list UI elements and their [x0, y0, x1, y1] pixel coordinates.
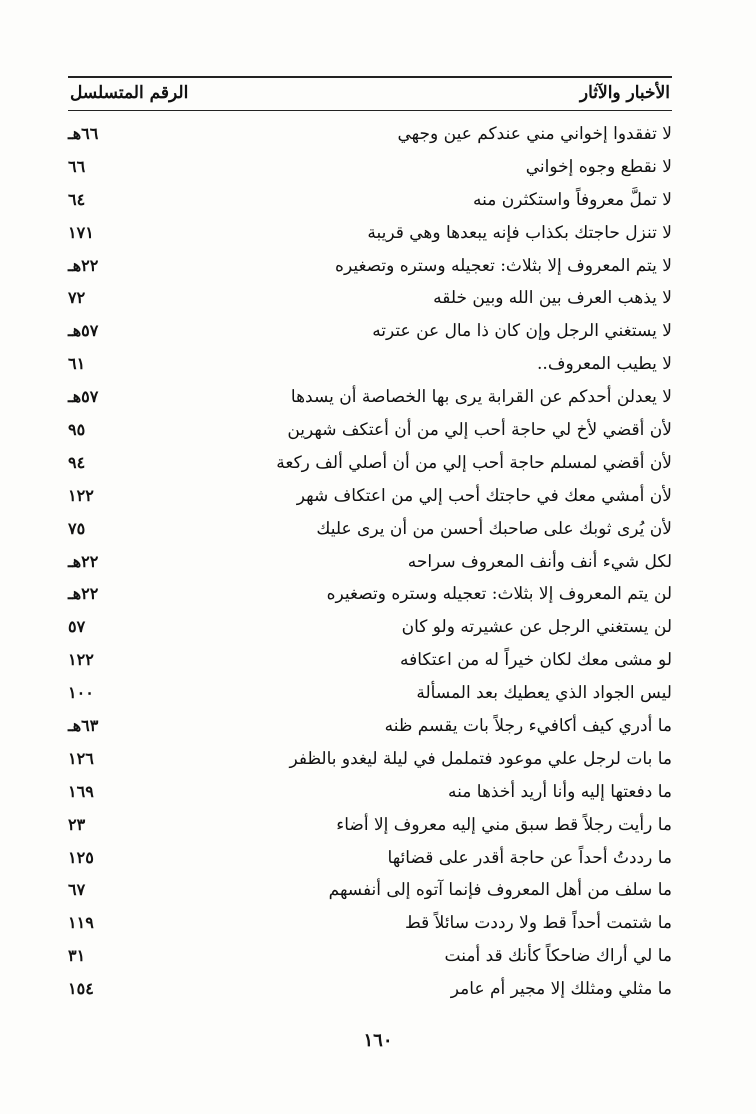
list-item [68, 678, 672, 711]
entry-text: ما بات لرجل علي موعود فتململ في ليلة ليغدو بالظفر [289, 748, 672, 769]
list-item [68, 645, 672, 678]
entry-text: لن يتم المعروف إلا بثلاث: تعجيله وستره وتصغيره [326, 584, 672, 605]
list-item [68, 481, 672, 514]
entry-number: ٦٤ [68, 189, 86, 209]
column-title-number: الرقم المتسلسل [70, 83, 189, 103]
list-item [68, 579, 672, 612]
list-item [68, 612, 672, 645]
list-item [68, 711, 672, 744]
entry-text: ما شتمت أحداً قط ولا رددت سائلاً قط [405, 913, 672, 934]
list-item [68, 875, 672, 908]
entry-number: ٢٢هـ [68, 255, 99, 275]
entry-number: ١٢٦ [68, 748, 94, 768]
list-item [68, 349, 672, 382]
entry-number: ١٧١ [68, 222, 94, 242]
list-item [68, 185, 672, 218]
list-item [68, 744, 672, 777]
entry-number: ٦٦هـ [68, 124, 99, 143]
list-item [68, 448, 672, 481]
entry-text: ما أدري كيف أكافيء رجلاً بات يقسم ظنه [384, 716, 672, 737]
list-item [68, 843, 672, 876]
table-header [68, 76, 672, 111]
entry-text: ما دفعتها إليه وأنا أريد أخذها منه [448, 781, 672, 802]
entry-number: ٧٥ [68, 518, 86, 538]
entry-text: لو مشى معك لكان خيراً له من اعتكافه [400, 650, 672, 671]
entry-number: ١١٩ [68, 913, 94, 933]
list-item [68, 547, 672, 580]
list-item [68, 941, 672, 974]
entry-text: لا يتم المعروف إلا بثلاث: تعجيله وستره وتصغيره [335, 255, 672, 276]
entry-number: ٥٧هـ [68, 387, 99, 407]
entry-text: لا تملَّ معروفاً واستكثرن منه [473, 189, 672, 210]
entry-text: لا يذهب العرف بين الله وبين خلقه [433, 288, 672, 309]
entry-number: ٢٣ [68, 814, 86, 834]
list-item [68, 514, 672, 547]
entry-number: ٣١ [68, 946, 86, 966]
list-item [68, 974, 672, 1007]
list-item [68, 415, 672, 448]
entry-number: ٩٤ [68, 452, 86, 472]
column-title-entries: الأخبار والآثار [579, 83, 670, 103]
list-item [68, 316, 672, 349]
entry-number: ١٢٢ [68, 650, 94, 670]
entry-number: ٦٧ [68, 880, 86, 900]
entries-list [68, 119, 672, 1007]
entry-text: لا تفقدوا إخواني مني عندكم عين وجهي [397, 124, 672, 144]
entry-number: ١٠٠ [68, 683, 94, 703]
entry-text: ما لي أراك ضاحكاً كأنك قد أمنت [444, 946, 672, 967]
entry-number: ٥٧هـ [68, 321, 99, 341]
list-item [68, 382, 672, 415]
list-item [68, 283, 672, 316]
entry-number: ١٢٢ [68, 485, 94, 505]
page-number: ١٦٠ [363, 1030, 393, 1051]
entry-number: ٦٣هـ [68, 716, 99, 736]
entry-number: ٦١ [68, 354, 86, 374]
entry-text: ما مثلي ومثلك إلا مجير أم عامر [450, 979, 672, 1000]
entry-text: لا نقطع وجوه إخواني [525, 156, 672, 177]
list-item [68, 810, 672, 843]
entry-text: لأن أمشي معك في حاجتك أحب إلي من اعتكاف شهر [296, 485, 672, 506]
list-item [68, 777, 672, 810]
list-item [68, 152, 672, 185]
entry-number: ١٢٥ [68, 847, 94, 867]
entry-text: لا يستغني الرجل وإن كان ذا مال عن عترته [372, 321, 672, 342]
entry-number: ١٦٩ [68, 781, 94, 801]
entry-number: ١٥٤ [68, 979, 94, 999]
entry-number: ٦٦ [68, 156, 86, 176]
entry-text: لأن أقضي لأخ لي حاجة أحب إلي من أن أعتكف شهرين [287, 420, 672, 441]
entry-number: ٥٧ [68, 617, 86, 637]
list-item [68, 251, 672, 284]
entry-number: ٢٢هـ [68, 584, 99, 604]
list-item [68, 218, 672, 251]
entry-number: ٧٢ [68, 288, 86, 308]
entry-text: لا يعدلن أحدكم عن القرابة يرى بها الخصاصة أن يسدها [290, 387, 672, 408]
entry-text: لأن يُرى ثوبك على صاحبك أحسن من أن يرى عليك [316, 518, 672, 539]
entry-text: ليس الجواد الذي يعطيك بعد المسألة [416, 683, 672, 704]
entry-text: لكل شيء أنف وأنف المعروف سراحه [407, 551, 672, 572]
entry-text: ما رددتُ أحداً عن حاجة أقدر على قضائها [387, 847, 672, 868]
entry-number: ٩٥ [68, 420, 86, 440]
entry-number: ٢٢هـ [68, 551, 99, 571]
entry-text: لأن أقضي لمسلم حاجة أحب إلي من أن أصلي ألف ركعة [276, 452, 672, 473]
entry-text: ما سلف من أهل المعروف فإنما آتوه إلى أنفسهم [328, 880, 672, 901]
list-item [68, 119, 672, 152]
list-item [68, 908, 672, 941]
entry-text: لا يطيب المعروف.. [537, 354, 672, 375]
entry-text: ما رأيت رجلاً قط سبق مني إليه معروف إلا أضاء [336, 814, 672, 835]
entry-text: لا تنزل حاجتك بكذاب فإنه يبعدها وهي قريبة [367, 222, 672, 243]
entry-text: لن يستغني الرجل عن عشيرته ولو كان [401, 617, 672, 638]
